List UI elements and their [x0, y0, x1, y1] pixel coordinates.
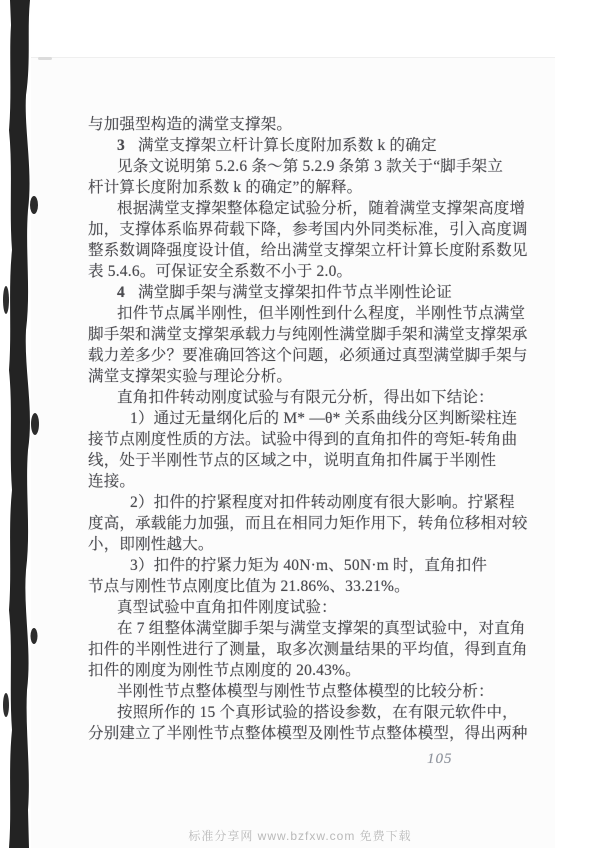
text-line: 节点与刚性节点刚度比值为 21.86%、33.21%。 [88, 578, 410, 595]
text-line: 直角扣件转动刚度试验与有限元分析，得出如下结论： [117, 389, 494, 406]
text-line: 扣件的半刚性进行了测量，取多次测量结果的平均值，得到直角 [88, 641, 528, 658]
text-line: 整系数调降强度设计值，给出满堂支撑架立杆计算长度附系数见 [88, 242, 528, 259]
section-number: 3 [117, 137, 125, 154]
text-line: 度高，承载能力加强，而且在相同力矩作用下，转角位移相对较 [88, 515, 528, 532]
text-line: 加，支撑体系临界荷载下降，参考国内外同类标准，引入高度调 [88, 221, 528, 238]
text-line: 2）扣件的拧紧程度对扣件转动刚度有很大影响。拧紧程 [130, 494, 515, 511]
text-line: 表 5.4.6。可保证安全系数不小于 2.0。 [88, 263, 353, 280]
text-line: 满堂支撑架实验与理论分析。 [88, 368, 293, 385]
text-line: 3）扣件的拧紧力矩为 40N·m、50N·m 时，直角扣件 [130, 557, 488, 574]
text-line: 见条文说明第 5.2.6 条～第 5.2.9 条第 3 款关于“脚手架立 [117, 158, 504, 175]
text-line: 扣件的刚度为刚性节点刚度的 20.43%。 [88, 662, 361, 679]
text-line: 在 7 组整体满堂脚手架与满堂支撑架的真型试验中，对直角 [117, 620, 526, 637]
section-heading-3 [88, 135, 512, 156]
text-line: 接节点刚度性质的方法。试验中得到的直角扣件的弯矩-转角曲 [88, 431, 518, 448]
section-title: 满堂脚手架与满堂支撑架扣件节点半刚性论证 [137, 284, 452, 301]
text-line: 载力差多少？要准确回答这个问题，必须通过真型满堂脚手架与 [88, 347, 528, 364]
text-line: 分别建立了半刚性节点整体模型及刚性节点整体模型，得出两种 [88, 725, 528, 742]
text-line: 小，即刚性越大。 [88, 536, 214, 553]
text-line: 与加强型构造的满堂支撑架。 [88, 116, 293, 133]
scan-edge-artifact [0, 0, 48, 848]
text-line: 杆计算长度附加系数 k 的确定”的解释。 [88, 179, 363, 196]
page-text [88, 114, 528, 744]
text-line: 扣件节点属半刚性，但半刚性到什么程度，半刚性节点满堂 [117, 305, 526, 322]
text-line: 半刚性节点整体模型与刚性节点整体模型的比较分析： [117, 683, 494, 700]
section-heading-4 [88, 282, 512, 303]
page-number: 105 [427, 751, 453, 767]
text-line: 根据满堂支撑架整体稳定试验分析，随着满堂支撑架高度增 [117, 200, 526, 217]
text-line: 1）通过无量纲化后的 M* —θ* 关系曲线分区判断梁柱连 [130, 410, 518, 427]
text-line: 脚手架和满堂支撑架承载力与纯刚性满堂脚手架和满堂支撑架承 [88, 326, 528, 343]
text-line: 真型试验中直角扣件刚度试验： [117, 599, 337, 616]
text-line: 连接。 [88, 473, 136, 490]
text-line: 线，处于半刚性节点的区域之中，说明直角扣件属于半刚性 [88, 452, 497, 469]
watermark: 标准分享网 www.bzfxw.com 免费下载 [188, 829, 412, 843]
text-line: 按照所作的 15 个真形试验的搭设参数，在有限元软件中， [117, 704, 518, 721]
section-number: 4 [117, 284, 125, 301]
section-title: 满堂支撑架立杆计算长度附加系数 k 的确定 [137, 137, 437, 154]
